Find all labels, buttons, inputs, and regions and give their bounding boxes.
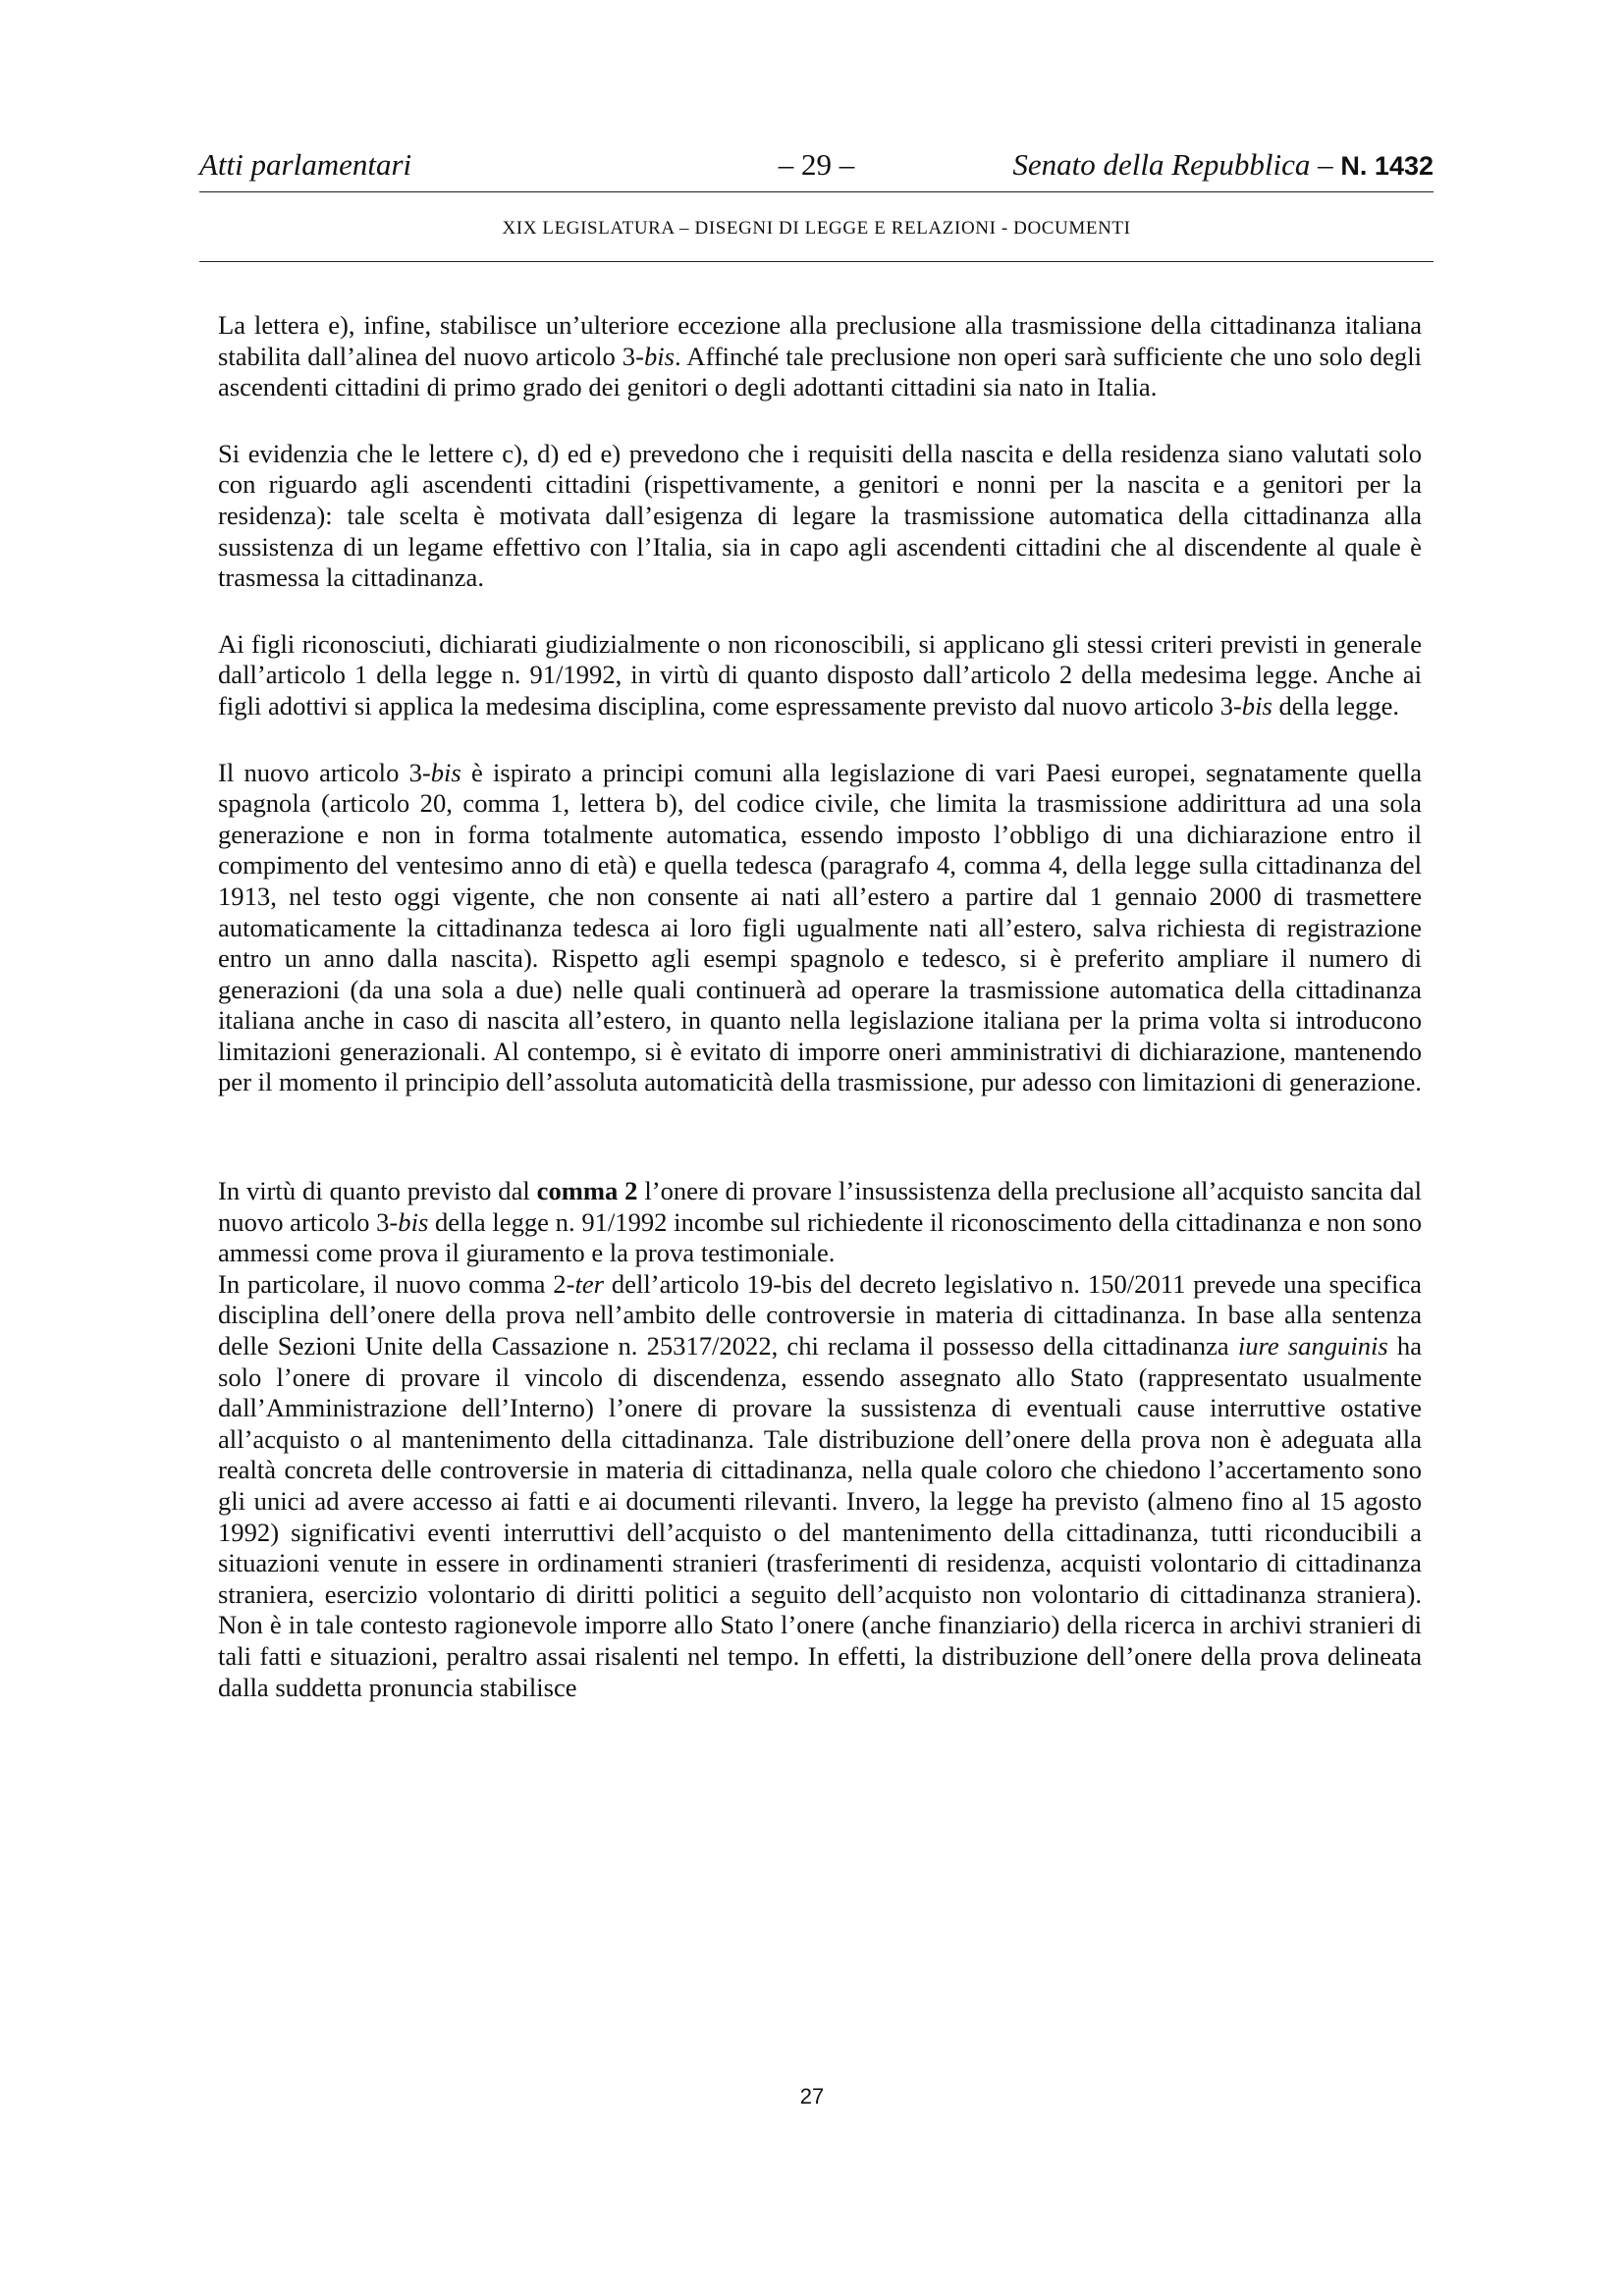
document-body (218, 310, 1422, 1703)
italic-run: bis (643, 341, 676, 371)
header-document-number: N. 1432 (1340, 151, 1434, 181)
text-run: La lettera e), infine, stabilisce un’ulteriore eccezione alla preclusione alla trasmissione della cittadinanza italiana stabilita dall’alinea del nuovo articolo 3- (218, 310, 1422, 371)
paragraph (218, 1176, 1422, 1269)
paragraph (218, 310, 1422, 403)
paragraph (218, 629, 1422, 722)
text-run: . Affinché tale preclusione non operi sarà sufficiente che uno solo degli ascendenti cittadini di primo grado dei genitori o degli adottanti cittadini sia nato in Italia. (218, 341, 1423, 402)
header-rule-bottom (199, 261, 1434, 262)
text-run: dell’articolo 19-bis del decreto legislativo n. 150/2011 prevede una specifica disciplina dell’onere della prova nell’ambito delle controversie in materia di cittadinanza. In base alla sentenza delle Sezioni Unite della Cassazione n. 25317/2022, chi reclama il possesso della cittadinanza (218, 1268, 1422, 1362)
text-run: Ai figli riconosciuti, dichiarati giudizialmente o non riconoscibili, si applicano gli stessi criteri previsti in generale dall’articolo 1 della legge n. 91/1992, in virtù di quanto disposto dall’articolo 2 della medesima legge. Anche ai figli adottivi si applica la medesima disciplina, come espressamente previsto dal nuovo articolo 3- (218, 628, 1422, 721)
header-page-marker: – 29 – (778, 147, 855, 182)
italic-run: ter (574, 1268, 604, 1299)
text-run: ha solo l’onere di provare il vincolo di discendenza, essendo assegnato allo Stato (rappresentato usualmente dall’Amministrazione dell’Interno) l’onere di provare la sussistenza di eventuali cause interruttive ostative all’acquisto o al mantenimento della cittadinanza. Tale distribuzione dell’onere della prova non è adeguata alla realtà concreta delle controversie in materia di cittadinanza, nella quale coloro che chiedono l’accertamento sono gli unici ad avere accesso ai fatti e ai documenti rilevanti. Invero, la legge ha previsto (almeno fino al 15 agosto 1992) significativi eventi interruttivi dell’acquisto o del mantenimento della cittadinanza, tutti riconducibili a situazioni venute in essere in ordinamenti stranieri (trasferimenti di residenza, acquisti volontario di cittadinanza straniera, esercizio volontario di diritti politici a seguito dell’acquisto non volontario di cittadinanza straniera). Non è in tale contesto ragionevole imporre allo Stato l’onere (anche finanziario) della ricerca in archivi stranieri di tali fatti e situazioni, peraltro assai risalenti nel tempo. In effetti, la distribuzione dell’onere della prova delineata dalla suddetta pronuncia stabilisce (218, 1331, 1423, 1702)
italic-run: iure sanguinis (1237, 1331, 1388, 1362)
header-subtitle: XIX LEGISLATURA – DISEGNI DI LEGGE E RELAZIONI - DOCUMENTI (502, 218, 1131, 239)
italic-run: bis (1241, 690, 1272, 721)
paragraph (218, 1269, 1422, 1703)
italic-run: bis (398, 1206, 429, 1237)
paragraph: Si evidenzia che le lettere c), d) ed e) prevedono che i requisiti della nascita e della residenza siano valutati solo con riguardo agli ascendenti cittadini (rispettivamente, a genitori e nonni per la nascita e a genitori per la residenza): tale scelta è motivata dall’esigenza di legare la trasmissione automatica della cittadinanza alla sussistenza di un legame effettivo con l’Italia, sia in capo agli ascendenti cittadini che al discendente al quale è trasmessa la cittadinanza. (218, 438, 1422, 593)
header-right-prefix: Senato della Repubblica – (1012, 147, 1333, 182)
text-run: In virtù di quanto previsto dal (218, 1176, 537, 1206)
running-header (199, 147, 1434, 190)
paragraph (218, 758, 1422, 1099)
text-run: l’onere di provare l’insussistenza della preclusione all’acquisto sancita dal nuovo articolo 3- (218, 1176, 1422, 1237)
text-run: della legge n. 91/1992 incombe sul richiedente il riconoscimento della cittadinanza e non sono ammessi come prova il giuramento e la prova testimoniale. (218, 1206, 1422, 1268)
header-rule-top (199, 191, 1434, 192)
bold-run: comma 2 (536, 1176, 638, 1206)
text-run: In particolare, il nuovo comma 2- (218, 1268, 575, 1299)
header-left-title: Atti parlamentari (199, 147, 412, 182)
text-run: Il nuovo articolo 3- (218, 757, 431, 787)
text-run: della legge. (1272, 690, 1400, 721)
page-number: 27 (799, 2084, 825, 2109)
text-run: è ispirato a principi comuni alla legislazione di vari Paesi europei, segnatamente quella spagnola (articolo 20, comma 1, lettera b), del codice civile, che limita la trasmissione addirittura ad una sola generazione e non in forma totalmente automatica, essendo imposto l’obbligo di una dichiarazione entro il compimento del ventesimo anno di età) e quella tedesca (paragrafo 4, comma 4, della legge sulla cittadinanza del 1913, nel testo oggi vigente, che non consente ai nati all’estero a partire dal 1 gennaio 2000 di trasmettere automaticamente la cittadinanza tedesca ai loro figli ugualmente nati all’estero, salva richiesta di registrazione entro un anno dalla nascita). Rispetto agli esempi spagnolo e tedesco, si è preferito ampliare il numero di generazioni (da una sola a due) nelle quali continuerà ad operare la trasmissione automatica della cittadinanza italiana anche in caso di nascita all’estero, in quanto nella legislazione italiana per la prima volta si introducono limitazioni generazionali. Al contempo, si è evitato di imporre oneri amministrativi di dichiarazione, mantenendo per il momento il principio dell’assoluta automaticità della trasmissione, pur adesso con limitazioni di generazione. (218, 757, 1422, 1097)
header-right-title (1012, 147, 1434, 183)
italic-run: bis (430, 757, 461, 787)
